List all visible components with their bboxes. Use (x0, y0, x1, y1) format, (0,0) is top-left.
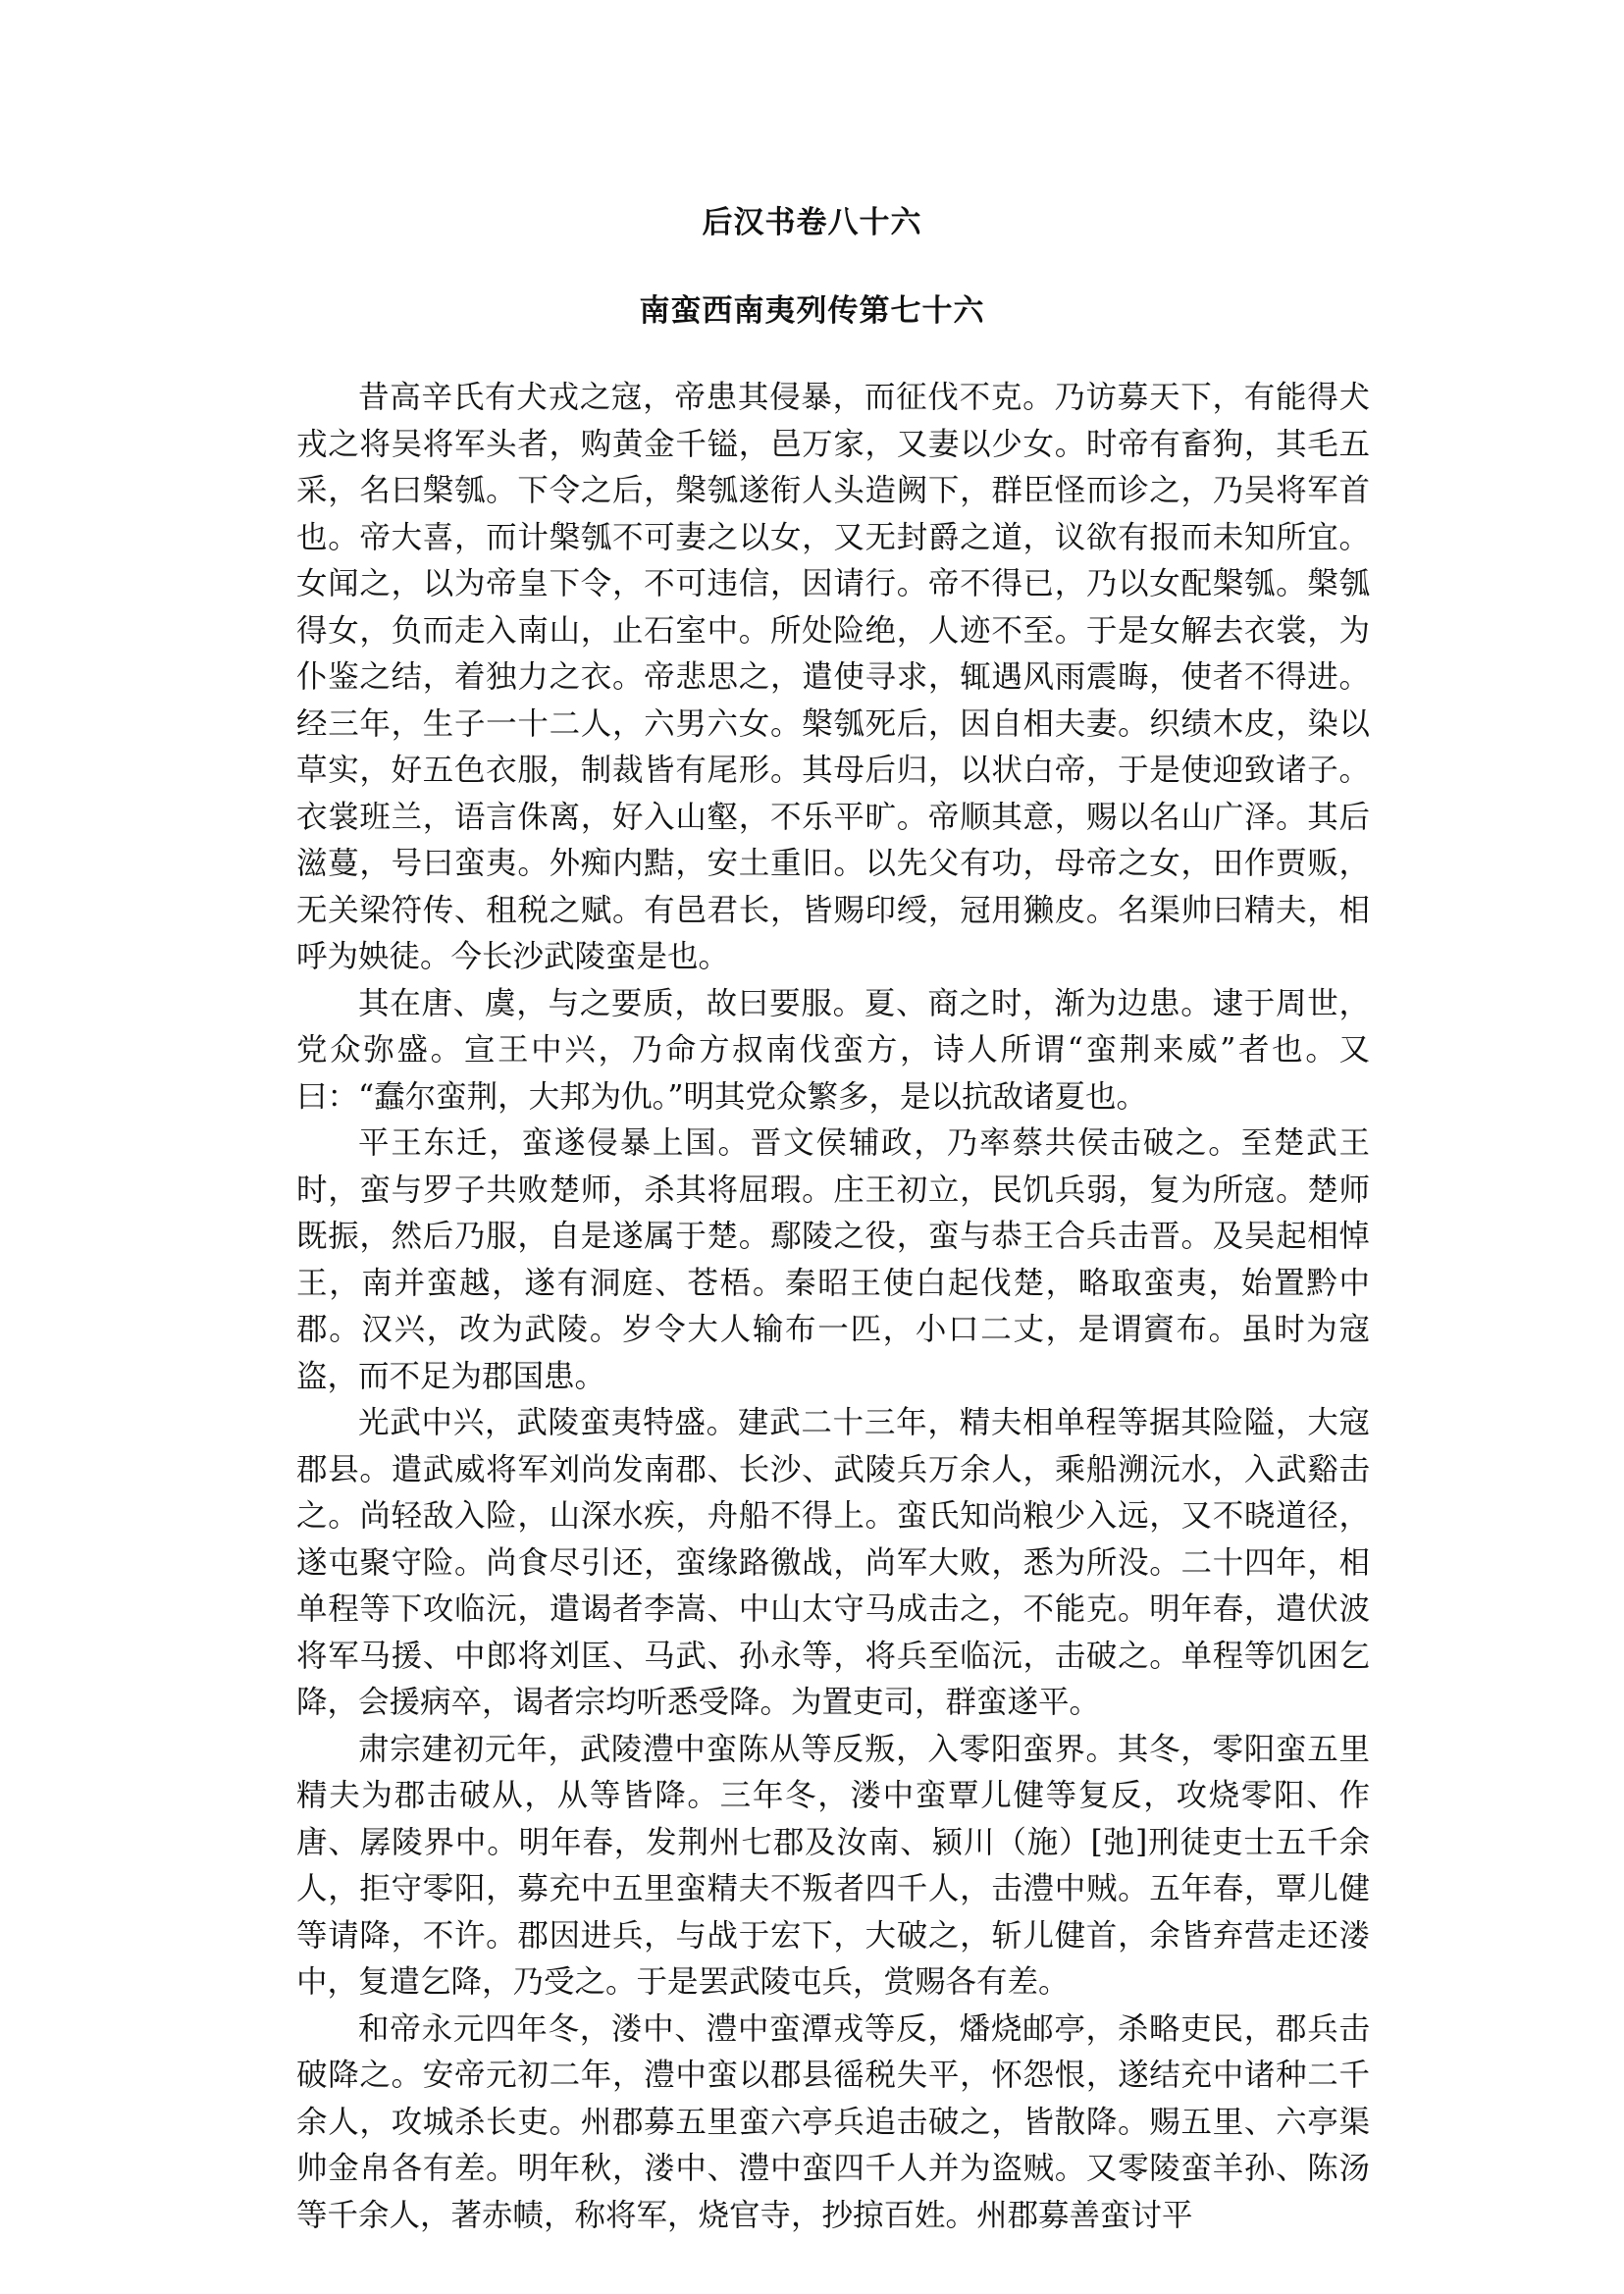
paragraph-5: 肃宗建初元年，武陵澧中蛮陈从等反叛，入零阳蛮界。其冬，零阳蛮五里精夫为郡击破从，从等皆降。三年冬，溇中蛮覃儿健等复反，攻烧零阳、作唐、孱陵界中。明年春，发荆州七郡及汝南、颍川（施）[弛]刑徒吏士五千余人，拒守零阳，募充中五里蛮精夫不叛者四千人，击澧中贼。五年春，覃儿健等请降，不许。郡因进兵，与战于宏下，大破之，斩儿健首，余皆弃营走还溇中，复遣乞降，乃受之。于是罢武陵屯兵，赏赐各有差。 (296, 1731, 1370, 2000)
paragraph-2: 其在唐、虞，与之要质，故曰要服。夏、商之时，渐为边患。逮于周世，党众弥盛。宣王中兴，乃命方叔南伐蛮方，诗人所谓“蛮荆来威”者也。又曰：“蠢尔蛮荆，大邦为仇。”明其党众繁多，是以抗敌诸夏也。 (296, 985, 1370, 1115)
body-text (296, 375, 1370, 2239)
paragraph-4: 光武中兴，武陵蛮夷特盛。建武二十三年，精夫相单程等据其险隘，大寇郡县。遣武威将军刘尚发南郡、长沙、武陵兵万余人，乘船溯沅水，入武谿击之。尚轻敌入险，山深水疾，舟船不得上。蛮氏知尚粮少入远，又不晓道径，遂屯聚守险。尚食尽引还，蛮缘路徼战，尚军大败，悉为所没。二十四年，相单程等下攻临沅，遣谒者李嵩、中山太守马成击之，不能克。明年春，遣伏波将军马援、中郎将刘匡、马武、孙永等，将兵至临沅，击破之。单程等饥困乞降，会援病卒，谒者宗均听悉受降。为置吏司，群蛮遂平。 (296, 1405, 1370, 1720)
paragraph-3: 平王东迁，蛮遂侵暴上国。晋文侯辅政，乃率蔡共侯击破之。至楚武王时，蛮与罗子共败楚师，杀其将屈瑕。庄王初立，民饥兵弱，复为所寇。楚师既振，然后乃服，自是遂属于楚。鄢陵之役，蛮与恭王合兵击晋。及吴起相悼王，南并蛮越，遂有洞庭、苍梧。秦昭王使白起伐楚，略取蛮夷，始置黔中郡。汉兴，改为武陵。岁令大人输布一匹，小口二丈，是谓賨布。虽时为寇盗，而不足为郡国患。 (296, 1125, 1370, 1394)
chapter-title: 南蛮西南夷列传第七十六 (639, 293, 985, 329)
book-title: 后汉书卷八十六 (702, 205, 922, 240)
paragraph-1: 昔高辛氏有犬戎之寇，帝患其侵暴，而征伐不克。乃访募天下，有能得犬戎之将吴将军头者，购黄金千镒，邑万家，又妻以少女。时帝有畜狗，其毛五采，名曰槃瓠。下令之后，槃瓠遂衔人头造阙下，群臣怪而诊之，乃吴将军首也。帝大喜，而计槃瓠不可妻之以女，又无封爵之道，议欲有报而未知所宜。女闻之，以为帝皇下令，不可违信，因请行。帝不得已，乃以女配槃瓠。槃瓠得女，负而走入南山，止石室中。所处险绝，人迹不至。于是女解去衣裳，为仆鉴之结，着独力之衣。帝悲思之，遣使寻求，辄遇风雨震晦，使者不得进。经三年，生子一十二人，六男六女。槃瓠死后，因自相夫妻。织绩木皮，染以草实，好五色衣服，制裁皆有尾形。其母后归，以状白帝，于是使迎致诸子。衣裳班兰，语言侏离，好入山壑，不乐平旷。帝顺其意，赐以名山广泽。其后滋蔓，号曰蛮夷。外痴内黠，安土重旧。以先父有功，母帝之女，田作贾贩，无关梁符传、租税之赋。有邑君长，皆赐印绶，冠用獭皮。名渠帅曰精夫，相呼为姎徒。今长沙武陵蛮是也。 (296, 380, 1370, 974)
paragraph-6: 和帝永元四年冬，溇中、澧中蛮潭戎等反，燔烧邮亭，杀略吏民，郡兵击破降之。安帝元初二年，澧中蛮以郡县徭税失平，怀怨恨，遂结充中诸种二千余人，攻城杀长吏。州郡募五里蛮六亭兵追击破之，皆散降。赐五里、六亭渠帅金帛各有差。明年秋，溇中、澧中蛮四千人并为盗贼。又零陵蛮羊孙、陈汤等千余人，著赤帻，称将军，烧官寺，抄掠百姓。州郡募善蛮讨平 (296, 2010, 1370, 2233)
